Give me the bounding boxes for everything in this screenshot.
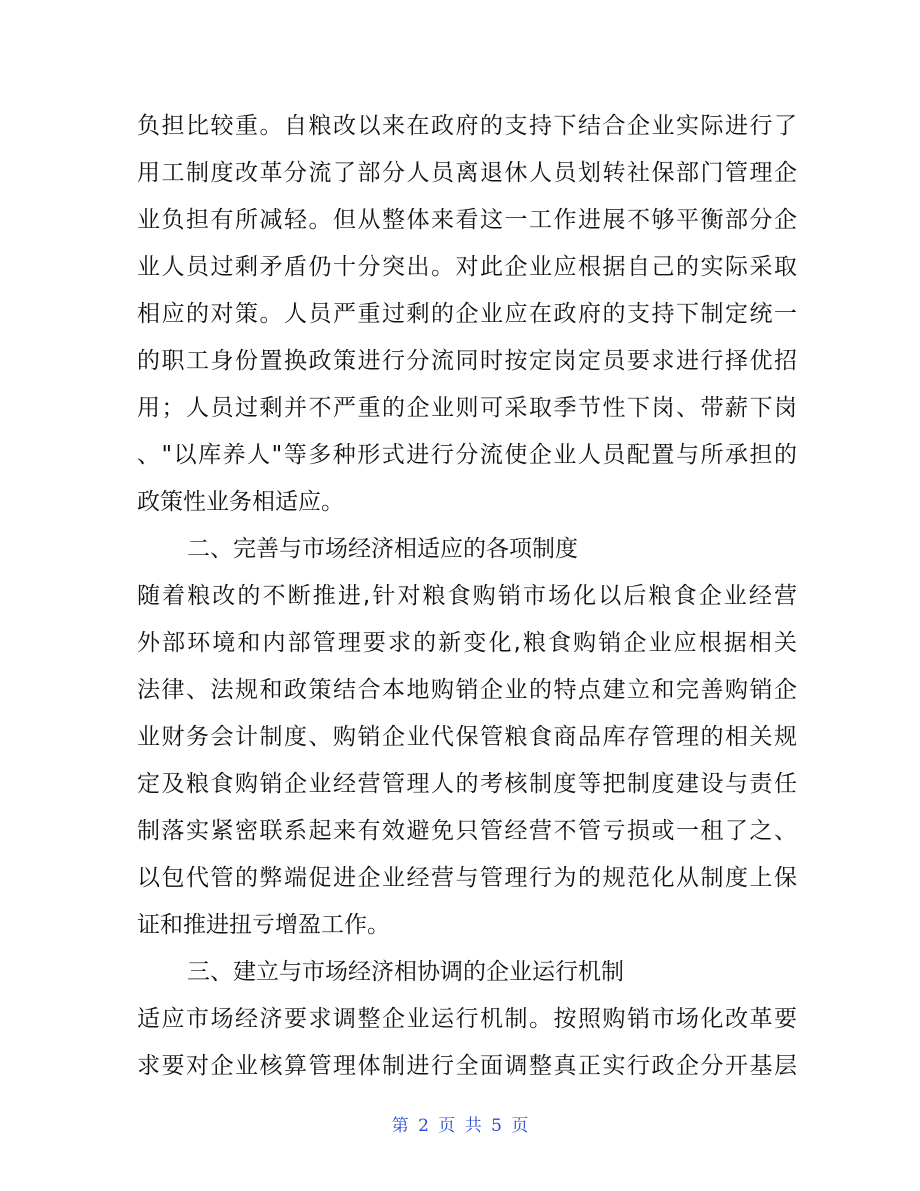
body-line-14: 业财务会计制度、购销企业代保管粮食商品库存管理的相关规	[137, 724, 797, 750]
body-line-4: 业人员过剩矛盾仍十分突出。对此企业应根据自己的实际采取	[137, 254, 797, 280]
body-line-12: 外部环境和内部管理要求的新变化,粮食购销企业应根据相关	[137, 630, 797, 656]
body-line-11: 随着粮改的不断推进,针对粮食购销市场化以后粮食企业经营	[137, 583, 797, 609]
body-line-21: 求要对企业核算管理体制进行全面调整真正实行政企分开基层	[137, 1053, 797, 1079]
body-line-15: 定及粮食购销企业经营管理人的考核制度等把制度建设与责任	[137, 771, 797, 797]
body-line-9: 政策性业务相适应。	[137, 489, 344, 515]
body-line-18: 证和推进扭亏增盈工作。	[137, 912, 390, 938]
body-line-1: 负担比较重。自粮改以来在政府的支持下结合企业实际进行了	[137, 113, 797, 139]
page-number-footer: 第 2 页 共 5 页	[391, 1116, 529, 1136]
body-line-13: 法律、法规和政策结合本地购销企业的特点建立和完善购销企	[137, 677, 797, 703]
body-line-2: 用工制度改革分流了部分人员离退休人员划转社保部门管理企	[137, 160, 797, 186]
body-line-20: 适应市场经济要求调整企业运行机制。按照购销市场化改革要	[137, 1006, 797, 1032]
body-line-5: 相应的对策。人员严重过剩的企业应在政府的支持下制定统一	[137, 301, 797, 327]
section-heading-2: 二、完善与市场经济相适应的各项制度	[187, 536, 578, 562]
section-heading-3: 三、建立与市场经济相协调的企业运行机制	[187, 959, 624, 985]
body-line-3: 业负担有所减轻。但从整体来看这一工作进展不够平衡部分企	[137, 207, 797, 233]
body-line-16: 制落实紧密联系起来有效避免只管经营不管亏损或一租了之、	[137, 818, 797, 844]
body-line-6: 的职工身份置换政策进行分流同时按定岗定员要求进行择优招	[137, 348, 797, 374]
body-line-8: 、"以库养人"等多种形式进行分流使企业人员配置与所承担的	[137, 442, 797, 468]
body-line-7: 用；人员过剩并不严重的企业则可采取季节性下岗、带薪下岗	[137, 395, 797, 421]
body-line-17: 以包代管的弊端促进企业经营与管理行为的规范化从制度上保	[137, 865, 797, 891]
